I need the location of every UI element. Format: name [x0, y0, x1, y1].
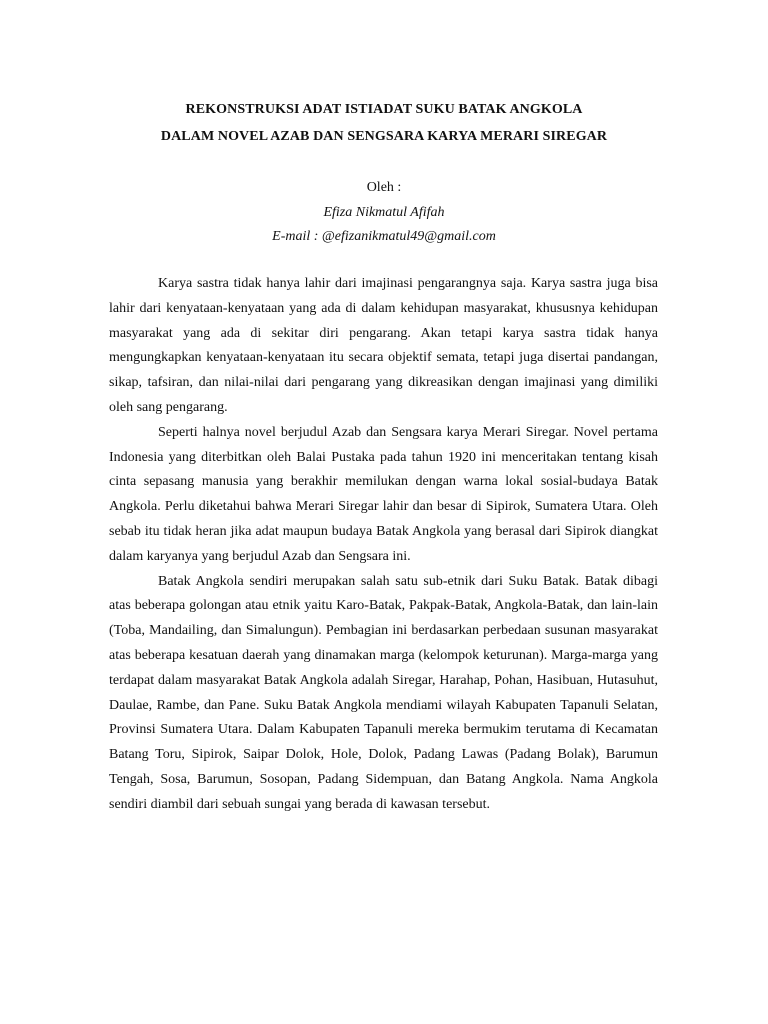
paragraph-2: Seperti halnya novel berjudul Azab dan Sengsara karya Merari Siregar. Novel pertama Indonesia yang diterbitkan oleh Balai Pustaka pada tahun 1920 ini menceritakan tentang kisah cinta sepasang manusia yang berakhir memilukan dengan warna lokal sosial-budaya Batak Angkola. Perlu diketahui bahwa Merari Siregar lahir dan besar di Sipirok, Sumatera Utara. Oleh sebab itu tidak heran jika adat maupun budaya Batak Angkola yang berasal dari Sipirok diangkat dalam karyanya yang berjudul Azab dan Sengsara ini. [109, 424, 658, 564]
by-label: Oleh : [366, 180, 402, 195]
author-block [0, 176, 768, 250]
paragraph-3: Batak Angkola sendiri merupakan salah satu sub-etnik dari Suku Batak. Batak dibagi atas beberapa golongan atau etnik yaitu Karo-Batak, Pakpak-Batak, Angkola-Batak, dan lain-lain (Toba, Mandailing, dan Simalungun). Pembagian ini berdasarkan perbedaan susunan masyarakat atas beberapa kesatuan daerah yang dinamakan marga (kelompok keturunan). Marga-marga yang terdapat dalam masyarakat Batak Angkola adalah Siregar, Harahap, Pohan, Hasibuan, Hutasuhut, Daulae, Rambe, dan Pane. Suku Batak Angkola mendiami wilayah Kabupaten Tapanuli Selatan, Provinsi Sumatera Utara. Dalam Kabupaten Tapanuli mereka bermukim terutama di Kecamatan Batang Toru, Sipirok, Saipar Dolok, Hole, Dolok, Padang Lawas (Padang Bolak), Barumun Tengah, Sosa, Barumun, Sosopan, Padang Sidempuan, dan Batang Angkola. Nama Angkola sendiri diambil dari sebuah sungai yang berada di kawasan tersebut. [109, 573, 658, 812]
author-name: Efiza Nikmatul Afifah [323, 204, 445, 220]
author-email: E-mail : @efizanikmatul49@gmail.com [272, 229, 496, 244]
body-text [109, 272, 658, 818]
title-line-1: REKONSTRUKSI ADAT ISTIADAT SUKU BATAK ANGKOLA [185, 102, 583, 117]
paragraph-1: Karya sastra tidak hanya lahir dari imajinasi pengarangnya saja. Karya sastra juga bisa lahir dari kenyataan-kenyataan yang ada di dalam kehidupan masyarakat, khususnya kehidupan masyarakat yang ada di sekitar diri pengarang. Akan tetapi karya sastra tidak hanya mengungkapkan kenyataan-kenyataan itu secara objektif semata, tetapi juga disertai pandangan, sikap, tafsiran, dan nilai-nilai dari pengarang yang dikreasikan dengan imajinasi yang dimiliki oleh sang pengarang. [109, 276, 658, 415]
title-line-2: DALAM NOVEL AZAB DAN SENGSARA KARYA MERARI SIREGAR [160, 129, 608, 144]
document-title [0, 96, 768, 150]
